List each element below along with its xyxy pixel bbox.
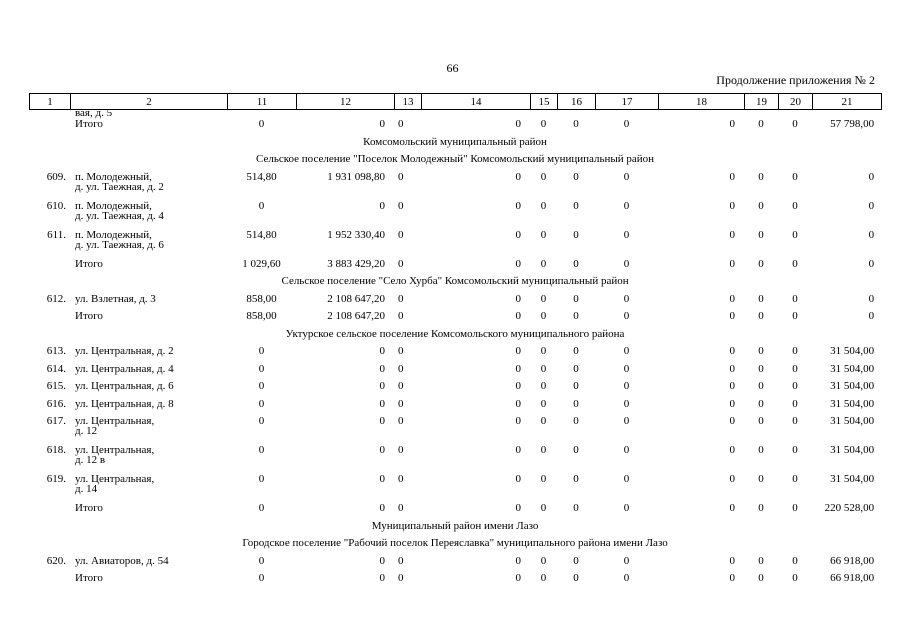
section-title: Сельское поселение "Село Хурба" Комсомольский муниципальный район — [281, 275, 629, 287]
value-col-13: 0 — [398, 502, 404, 514]
value-col-20: 0 — [792, 118, 798, 130]
value-col-16: 0 — [573, 310, 579, 322]
value-col-20: 0 — [792, 572, 798, 584]
value-col-12: 1 931 098,80 — [327, 170, 385, 183]
value-col-11: 858,00 — [246, 292, 277, 305]
total-label — [70, 503, 227, 521]
value-col-12: 2 108 647,20 — [327, 310, 385, 322]
address-line-2: д. 12 в — [75, 454, 106, 466]
table-row — [29, 230, 881, 259]
address-line: ул. Центральная, — [75, 444, 155, 456]
value-col-14: 0 — [515, 444, 521, 456]
value-col-19: 0 — [758, 473, 764, 485]
value-col-19: 0 — [758, 345, 764, 357]
value-col-15: 0 — [540, 310, 547, 322]
address-line: ул. Центральная, д. 4 — [75, 362, 174, 375]
address-cell — [70, 381, 227, 399]
value-col-14: 0 — [515, 397, 521, 410]
value-col-17: 0 — [623, 118, 630, 130]
address-line: п. Молодежный, — [75, 170, 152, 183]
value-col-21: 31 504,00 — [830, 473, 875, 485]
table-row — [29, 364, 881, 382]
value-col-16: 0 — [573, 554, 579, 567]
continuation-note: Продолжение приложения № 2 — [716, 73, 875, 87]
value-col-13: 0 — [398, 473, 404, 485]
table-row — [29, 172, 881, 201]
value-col-13: 0 — [398, 310, 404, 322]
value-col-16: 0 — [573, 345, 579, 357]
value-col-19: 0 — [758, 292, 764, 305]
value-col-14: 0 — [515, 199, 521, 212]
value-col-12: 1 952 330,40 — [327, 228, 385, 241]
value-col-11: 1 029,60 — [242, 257, 281, 270]
address-line: ул. Центральная, — [75, 415, 155, 427]
value-col-14: 0 — [515, 473, 521, 485]
section-heading-row — [29, 521, 881, 539]
value-col-11: 0 — [258, 362, 265, 375]
value-col-21: 31 504,00 — [830, 345, 875, 357]
value-col-21: 31 504,00 — [830, 415, 875, 427]
value-col-11: 858,00 — [246, 310, 277, 322]
value-col-18: 0 — [729, 170, 735, 183]
value-col-20: 0 — [792, 502, 798, 514]
value-col-13: 0 — [398, 228, 404, 241]
header-col-1: 1 — [30, 94, 71, 110]
value-col-19: 0 — [758, 415, 764, 427]
value-col-17: 0 — [623, 257, 630, 270]
row-number — [29, 503, 70, 521]
value-col-21: 66 918,00 — [830, 572, 875, 584]
value-col-11: 0 — [258, 199, 265, 212]
value-col-14: 0 — [515, 118, 521, 130]
value-col-13: 0 — [398, 118, 404, 130]
table-row — [29, 294, 881, 312]
value-col-19: 0 — [758, 118, 764, 130]
table-row — [29, 201, 881, 230]
address-line-2: д. 14 — [75, 483, 98, 495]
table-row — [29, 416, 881, 445]
value-col-12: 3 883 429,20 — [327, 257, 385, 270]
value-col-20: 0 — [792, 554, 798, 567]
value-col-13: 0 — [398, 199, 404, 212]
value-col-16: 0 — [573, 380, 579, 392]
value-col-20: 0 — [792, 228, 798, 241]
value-col-21: 57 798,00 — [830, 118, 875, 130]
value-col-13: 0 — [398, 397, 404, 410]
value-col-21: 0 — [868, 257, 875, 270]
value-col-19: 0 — [758, 362, 764, 375]
address-cell — [70, 230, 227, 259]
value-col-17: 0 — [623, 415, 630, 427]
value-col-21: 0 — [868, 228, 875, 241]
value-col-17: 0 — [623, 228, 630, 241]
header-col-16: 16 — [558, 94, 596, 110]
value-col-19: 0 — [758, 170, 764, 183]
value-col-13: 0 — [398, 362, 404, 375]
total-label — [70, 259, 227, 277]
row-number — [29, 311, 70, 329]
value-col-15: 0 — [540, 397, 547, 410]
value-col-21: 31 504,00 — [830, 362, 875, 375]
address-line: ул. Взлетная, д. 3 — [75, 292, 156, 305]
header-col-2: 2 — [71, 94, 228, 110]
value-col-21: 0 — [868, 170, 875, 183]
value-col-19: 0 — [758, 572, 764, 584]
address-line: ул. Центральная, д. 8 — [75, 397, 174, 410]
value-col-16: 0 — [573, 397, 579, 410]
value-col-19: 0 — [758, 380, 764, 392]
value-col-17: 0 — [623, 199, 630, 212]
value-col-11: 0 — [258, 345, 265, 357]
header-col-20: 20 — [779, 94, 813, 110]
value-col-11: 0 — [258, 415, 265, 427]
value-col-21: 0 — [868, 292, 875, 305]
header-col-12: 12 — [297, 94, 395, 110]
value-col-11: 0 — [258, 473, 265, 485]
address-cell — [70, 416, 227, 445]
page-number: 66 — [446, 61, 459, 75]
value-col-21: 31 504,00 — [830, 380, 875, 392]
value-col-16: 0 — [573, 473, 579, 485]
value-col-15: 0 — [540, 502, 547, 514]
row-number: 615. — [46, 380, 66, 392]
value-col-18: 0 — [729, 199, 735, 212]
value-col-16: 0 — [573, 572, 579, 584]
value-col-16: 0 — [573, 502, 579, 514]
address-line: п. Молодежный, — [75, 228, 152, 241]
table-row — [29, 346, 881, 364]
value-col-17: 0 — [623, 380, 630, 392]
value-col-17: 0 — [623, 345, 630, 357]
value-col-14: 0 — [515, 170, 521, 183]
address-line: Итого — [75, 257, 103, 270]
row-number — [29, 108, 70, 119]
section-heading-row — [29, 137, 881, 155]
value-col-12: 0 — [379, 397, 385, 410]
section-title: Городское поселение "Рабочий поселок Переяславка" муниципального района имени Лазо — [242, 537, 668, 549]
header-col-14: 14 — [422, 94, 531, 110]
value-col-13: 0 — [398, 257, 404, 270]
value-col-13: 0 — [398, 415, 404, 427]
value-col-17: 0 — [623, 444, 630, 456]
value-col-13: 0 — [398, 554, 404, 567]
value-col-19: 0 — [758, 554, 764, 567]
value-col-17: 0 — [623, 473, 630, 485]
value-col-14: 0 — [515, 257, 521, 270]
value-col-12: 0 — [379, 362, 385, 375]
value-col-19: 0 — [758, 397, 764, 410]
value-col-16: 0 — [573, 292, 579, 305]
value-col-15: 0 — [540, 199, 547, 212]
row-number: 609. — [46, 170, 66, 183]
value-col-12: 0 — [379, 118, 385, 130]
total-row — [29, 573, 881, 591]
value-col-20: 0 — [792, 444, 798, 456]
value-col-18: 0 — [729, 554, 735, 567]
value-col-15: 0 — [540, 473, 547, 485]
value-col-14: 0 — [515, 292, 521, 305]
value-col-19: 0 — [758, 310, 764, 322]
value-col-15: 0 — [540, 444, 547, 456]
value-col-12: 0 — [379, 199, 385, 212]
value-col-11: 0 — [258, 118, 265, 130]
address-line: Итого — [75, 118, 103, 130]
header-col-15: 15 — [531, 94, 558, 110]
value-col-16: 0 — [573, 257, 579, 270]
value-col-21: 31 504,00 — [830, 397, 875, 410]
value-col-14: 0 — [515, 362, 521, 375]
value-col-14: 0 — [515, 228, 521, 241]
value-col-11: 514,80 — [246, 228, 277, 241]
value-col-13: 0 — [398, 572, 404, 584]
value-col-20: 0 — [792, 473, 798, 485]
row-number — [29, 259, 70, 277]
total-row — [29, 311, 881, 329]
total-row — [29, 503, 881, 521]
value-col-19: 0 — [758, 228, 764, 241]
value-col-16: 0 — [573, 199, 579, 212]
table-row — [29, 474, 881, 503]
total-label — [70, 311, 227, 329]
address-line: Итого — [75, 572, 103, 584]
section-title: Комсомольский муниципальный район — [363, 135, 547, 148]
value-col-20: 0 — [792, 199, 798, 212]
value-col-18: 0 — [729, 380, 735, 392]
value-col-17: 0 — [623, 502, 630, 514]
value-col-20: 0 — [792, 170, 798, 183]
value-col-18: 0 — [729, 444, 735, 456]
value-col-15: 0 — [540, 345, 547, 357]
section-title: Сельское поселение "Поселок Молодежный" Комсомольский муниципальный район — [256, 153, 655, 165]
value-col-20: 0 — [792, 345, 798, 357]
address-line: Итого — [75, 310, 103, 322]
value-col-19: 0 — [758, 257, 764, 270]
value-col-11: 0 — [258, 572, 265, 584]
value-col-16: 0 — [573, 415, 579, 427]
address-fragment: вая, д. 5 — [75, 107, 113, 119]
address-cell — [70, 474, 227, 503]
value-col-12: 0 — [379, 415, 385, 427]
address-cell — [70, 346, 227, 364]
total-label — [70, 119, 227, 137]
row-number: 618. — [46, 444, 66, 456]
value-col-18: 0 — [729, 502, 735, 514]
row-number: 617. — [46, 415, 66, 427]
header-col-17: 17 — [596, 94, 659, 110]
section-heading-row — [29, 329, 881, 347]
value-col-18: 0 — [729, 415, 735, 427]
address-line-2: д. ул. Таежная, д. 4 — [75, 209, 164, 222]
header-col-18: 18 — [659, 94, 745, 110]
address-cell — [70, 556, 227, 574]
section-heading-row — [29, 154, 881, 172]
value-col-18: 0 — [729, 345, 735, 357]
value-col-12: 0 — [379, 345, 385, 357]
value-col-19: 0 — [758, 444, 764, 456]
header-col-19: 19 — [745, 94, 779, 110]
address-line-2: д. 12 — [75, 425, 98, 437]
value-col-12: 0 — [379, 502, 385, 514]
data-table — [29, 108, 881, 591]
value-col-15: 0 — [540, 118, 547, 130]
value-col-12: 0 — [379, 473, 385, 485]
address-line-2: д. ул. Таежная, д. 6 — [75, 238, 164, 251]
value-col-15: 0 — [540, 257, 547, 270]
row-number: 611. — [47, 228, 66, 241]
value-col-15: 0 — [540, 415, 547, 427]
value-col-21: 220 528,00 — [824, 502, 875, 514]
value-col-13: 0 — [398, 444, 404, 456]
value-col-17: 0 — [623, 170, 630, 183]
address-line: ул. Центральная, д. 2 — [75, 345, 174, 357]
address-line: п. Молодежный, — [75, 199, 152, 212]
value-col-15: 0 — [540, 554, 547, 567]
value-col-15: 0 — [540, 170, 547, 183]
value-col-21: 31 504,00 — [830, 444, 875, 456]
value-col-20: 0 — [792, 292, 798, 305]
value-col-14: 0 — [515, 310, 521, 322]
value-col-15: 0 — [540, 572, 547, 584]
value-col-12: 0 — [379, 572, 385, 584]
total-row — [29, 119, 881, 137]
value-col-19: 0 — [758, 199, 764, 212]
value-col-12: 0 — [379, 444, 385, 456]
value-col-15: 0 — [540, 292, 547, 305]
value-col-19: 0 — [758, 502, 764, 514]
value-col-21: 0 — [868, 310, 875, 322]
value-col-14: 0 — [515, 415, 521, 427]
value-col-16: 0 — [573, 362, 579, 375]
row-number — [29, 573, 70, 591]
value-col-20: 0 — [792, 397, 798, 410]
total-label — [70, 573, 227, 591]
value-col-11: 0 — [258, 502, 265, 514]
value-col-17: 0 — [623, 572, 630, 584]
value-col-17: 0 — [623, 362, 630, 375]
value-col-18: 0 — [729, 228, 735, 241]
header-col-21: 21 — [813, 94, 882, 110]
section-title: Уктурское сельское поселение Комсомольского муниципального района — [285, 327, 625, 340]
row-number: 620. — [46, 554, 66, 567]
section-heading-row — [29, 538, 881, 556]
address-cell — [70, 445, 227, 474]
value-col-11: 514,80 — [246, 170, 277, 183]
table-row — [29, 381, 881, 399]
value-col-20: 0 — [792, 362, 798, 375]
section-title: Муниципальный район имени Лазо — [371, 519, 539, 532]
value-col-14: 0 — [515, 554, 521, 567]
value-col-17: 0 — [623, 397, 630, 410]
address-cell — [70, 364, 227, 382]
value-col-16: 0 — [573, 444, 579, 456]
table-row — [29, 556, 881, 574]
row-number: 619. — [46, 473, 66, 485]
value-col-11: 0 — [258, 397, 265, 410]
value-col-18: 0 — [729, 257, 735, 270]
value-col-14: 0 — [515, 572, 521, 584]
value-col-12: 0 — [379, 380, 385, 392]
value-col-20: 0 — [792, 415, 798, 427]
value-col-11: 0 — [258, 554, 265, 567]
address-line: Итого — [75, 502, 103, 514]
value-col-16: 0 — [573, 228, 579, 241]
address-cell — [70, 172, 227, 201]
continued-name-row — [29, 108, 881, 119]
row-number: 612. — [46, 292, 66, 305]
value-col-18: 0 — [729, 362, 735, 375]
value-col-18: 0 — [729, 292, 735, 305]
value-col-13: 0 — [398, 170, 404, 183]
total-row — [29, 259, 881, 277]
value-col-15: 0 — [540, 228, 547, 241]
value-col-11: 0 — [258, 444, 265, 456]
header-col-11: 11 — [228, 94, 297, 110]
address-line: ул. Авиаторов, д. 54 — [75, 554, 169, 567]
table-row — [29, 399, 881, 417]
row-number — [29, 119, 70, 137]
value-col-16: 0 — [573, 118, 579, 130]
value-col-15: 0 — [540, 380, 547, 392]
value-col-13: 0 — [398, 345, 404, 357]
value-col-13: 0 — [398, 292, 404, 305]
address-cell — [70, 399, 227, 417]
value-col-17: 0 — [623, 310, 630, 322]
address-line-2: д. ул. Таежная, д. 2 — [75, 180, 164, 193]
value-col-14: 0 — [515, 502, 521, 514]
row-number: 613. — [46, 345, 66, 357]
value-col-18: 0 — [729, 310, 735, 322]
value-col-18: 0 — [729, 572, 735, 584]
value-col-14: 0 — [515, 380, 521, 392]
value-col-11: 0 — [258, 380, 265, 392]
row-number: 616. — [46, 397, 66, 410]
address-line: ул. Центральная, д. 6 — [75, 380, 174, 392]
value-col-13: 0 — [398, 380, 404, 392]
row-number: 614. — [46, 362, 66, 375]
value-col-21: 0 — [868, 199, 875, 212]
value-col-17: 0 — [623, 554, 630, 567]
value-col-12: 2 108 647,20 — [327, 292, 385, 305]
value-col-18: 0 — [729, 473, 735, 485]
header-col-13: 13 — [395, 94, 422, 110]
row-number: 610. — [46, 199, 66, 212]
value-col-20: 0 — [792, 380, 798, 392]
value-col-18: 0 — [729, 118, 735, 130]
value-col-20: 0 — [792, 257, 798, 270]
address-cell — [70, 294, 227, 312]
address-cell — [70, 201, 227, 230]
address-line: ул. Центральная, — [75, 473, 155, 485]
value-col-15: 0 — [540, 362, 547, 375]
value-col-16: 0 — [573, 170, 579, 183]
table-row — [29, 445, 881, 474]
value-col-18: 0 — [729, 397, 735, 410]
section-heading-row — [29, 276, 881, 294]
value-col-20: 0 — [792, 310, 798, 322]
value-col-14: 0 — [515, 345, 521, 357]
value-col-12: 0 — [379, 554, 385, 567]
value-col-21: 66 918,00 — [830, 554, 875, 567]
value-col-17: 0 — [623, 292, 630, 305]
